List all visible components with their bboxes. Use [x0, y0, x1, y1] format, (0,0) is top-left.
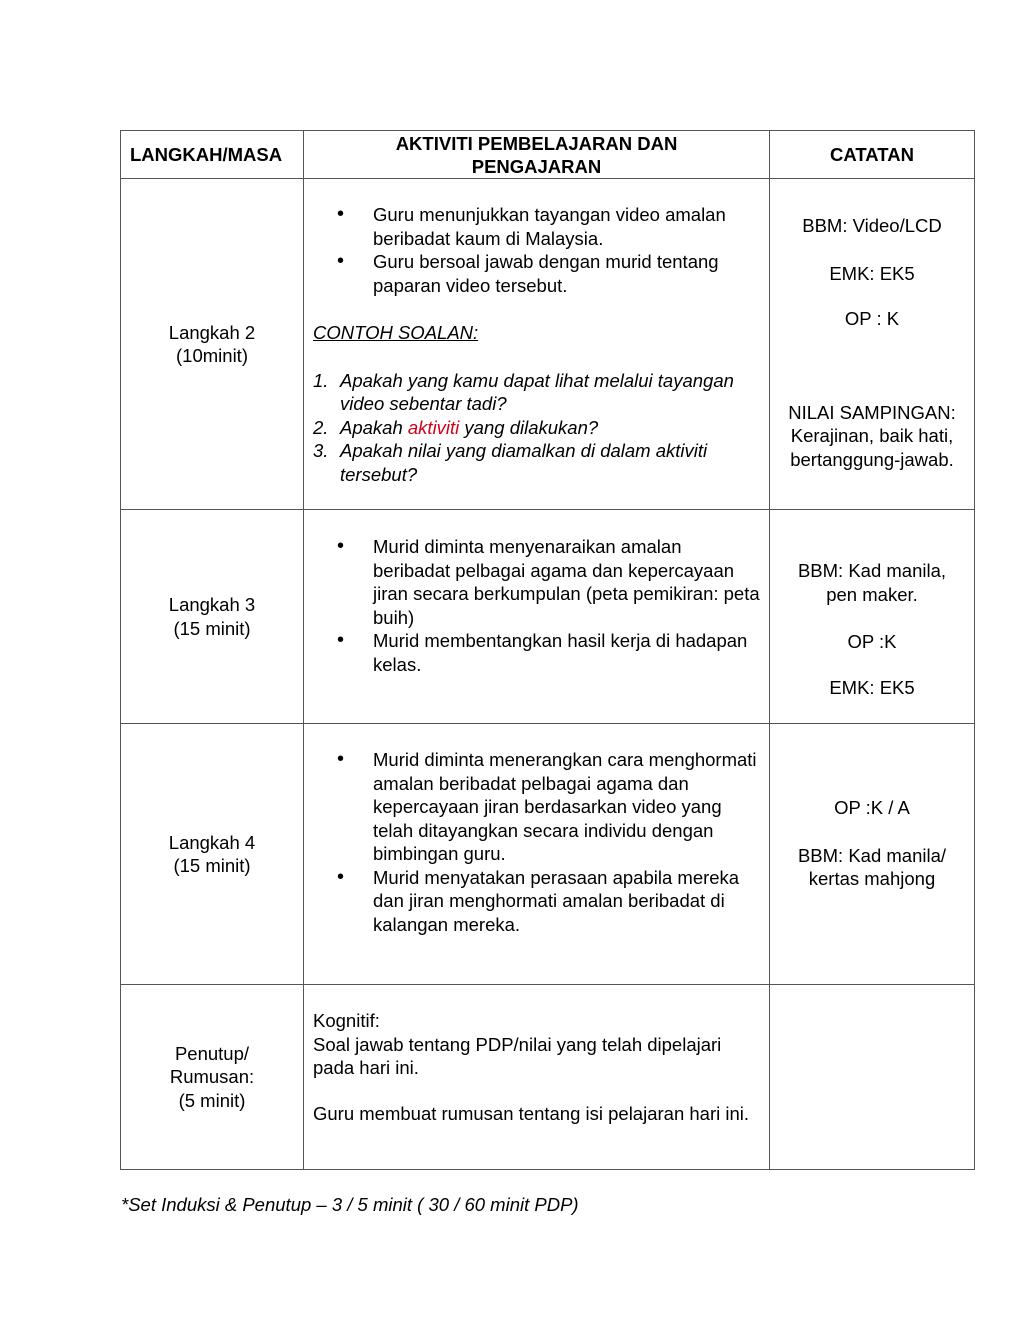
note-nilai-line2: bertanggung-jawab. [790, 448, 954, 470]
highlighted-word: aktiviti [407, 416, 460, 438]
list-item: • Murid menyatakan perasaan apabila mereka dan jiran menghormati amalan beribadat di kalangan mereka. [313, 866, 760, 937]
step-duration: (15 minit) [173, 855, 251, 876]
note-op: OP :K / A [834, 797, 910, 818]
lesson-plan-table [120, 130, 975, 1170]
activity-cell [304, 510, 770, 724]
table-row [121, 179, 975, 510]
step-label-2: Rumusan: [169, 1066, 255, 1088]
step-cell [121, 179, 304, 510]
header-activity [304, 131, 770, 179]
questions-list [313, 369, 760, 487]
activity-cell [304, 985, 770, 1170]
step-cell [121, 510, 304, 724]
activity-cell [304, 179, 770, 510]
notes-cell [770, 510, 975, 724]
questions-heading: CONTOH SOALAN: [313, 322, 479, 343]
list-item: • Murid diminta menyenaraikan amalan beribadat pelbagai agama dan kepercayaan jiran secara berkumpulan (peta pemikiran: peta buih) [313, 535, 760, 629]
activity-list [313, 535, 760, 676]
notes-cell [770, 724, 975, 985]
activity-list [313, 203, 760, 297]
note-op: OP :K [847, 631, 897, 652]
list-item: • Murid diminta menerangkan cara menghormati amalan beribadat pelbagai agama dan kepercayaan jiran berdasarkan video yang telah ditayangkan secara individu dengan bimbingan guru. [313, 748, 760, 866]
step-duration: (5 minit) [178, 1089, 246, 1111]
note-nilai-title: NILAI SAMPINGAN: [788, 401, 956, 423]
note-bbm: BBM: Video/LCD [802, 215, 942, 236]
table-row [121, 510, 975, 724]
list-item: 2. Apakah aktiviti yang dilakukan? [313, 416, 599, 438]
header-step: LANGKAH/MASA [121, 131, 304, 179]
notes-cell [770, 179, 975, 510]
activity-list [313, 748, 760, 936]
note-bbm-line1: BBM: Kad manila, [797, 560, 947, 581]
list-item: 1. Apakah yang kamu dapat lihat melalui tayangan video sebentar tadi? [313, 369, 734, 414]
step-label: Langkah 2 [168, 321, 256, 343]
table-row [121, 985, 975, 1170]
paragraph-kognitif-text: Soal jawab tentang PDP/nilai yang telah dipelajari pada hari ini. [313, 1033, 722, 1078]
note-bbm-line2: pen maker. [826, 583, 918, 605]
step-cell [121, 724, 304, 985]
note-nilai-line1: Kerajinan, baik hati, [790, 425, 954, 446]
table-header-row [121, 131, 975, 179]
note-bbm-line1: BBM: Kad manila/ [797, 844, 947, 866]
list-item: 3. Apakah nilai yang diamalkan di dalam aktiviti tersebut? [313, 440, 708, 485]
step-duration: (15 minit) [173, 617, 251, 639]
step-cell [121, 985, 304, 1170]
note-emk: EMK: EK5 [829, 262, 915, 284]
footnote: *Set Induksi & Penutup – 3 / 5 minit ( 30 / 60 minit PDP) [121, 1194, 579, 1215]
step-label: Langkah 4 [168, 831, 256, 853]
list-item: • Murid membentangkan hasil kerja di hadapan kelas. [313, 629, 760, 676]
step-label: Penutup/ [174, 1042, 250, 1064]
paragraph-rumusan: Guru membuat rumusan tentang isi pelajaran hari ini. [313, 1102, 750, 1124]
header-activity-line1: AKTIVITI PEMBELAJARAN DAN [395, 132, 678, 154]
header-activity-line2: PENGAJARAN [471, 155, 602, 177]
paragraph-kognitif-title: Kognitif: [313, 1010, 380, 1031]
step-label: Langkah 3 [168, 594, 256, 615]
note-bbm-line2: kertas mahjong [808, 868, 936, 889]
notes-cell [770, 985, 975, 1170]
step-duration: (10minit) [176, 345, 248, 366]
list-item: • Guru bersoal jawab dengan murid tentang paparan video tersebut. [313, 250, 760, 297]
activity-cell [304, 724, 770, 985]
note-op: OP : K [844, 308, 900, 329]
list-item: • Guru menunjukkan tayangan video amalan beribadat kaum di Malaysia. [313, 203, 760, 250]
note-emk: EMK: EK5 [829, 676, 915, 698]
header-notes: CATATAN [770, 131, 975, 179]
table-row [121, 724, 975, 985]
